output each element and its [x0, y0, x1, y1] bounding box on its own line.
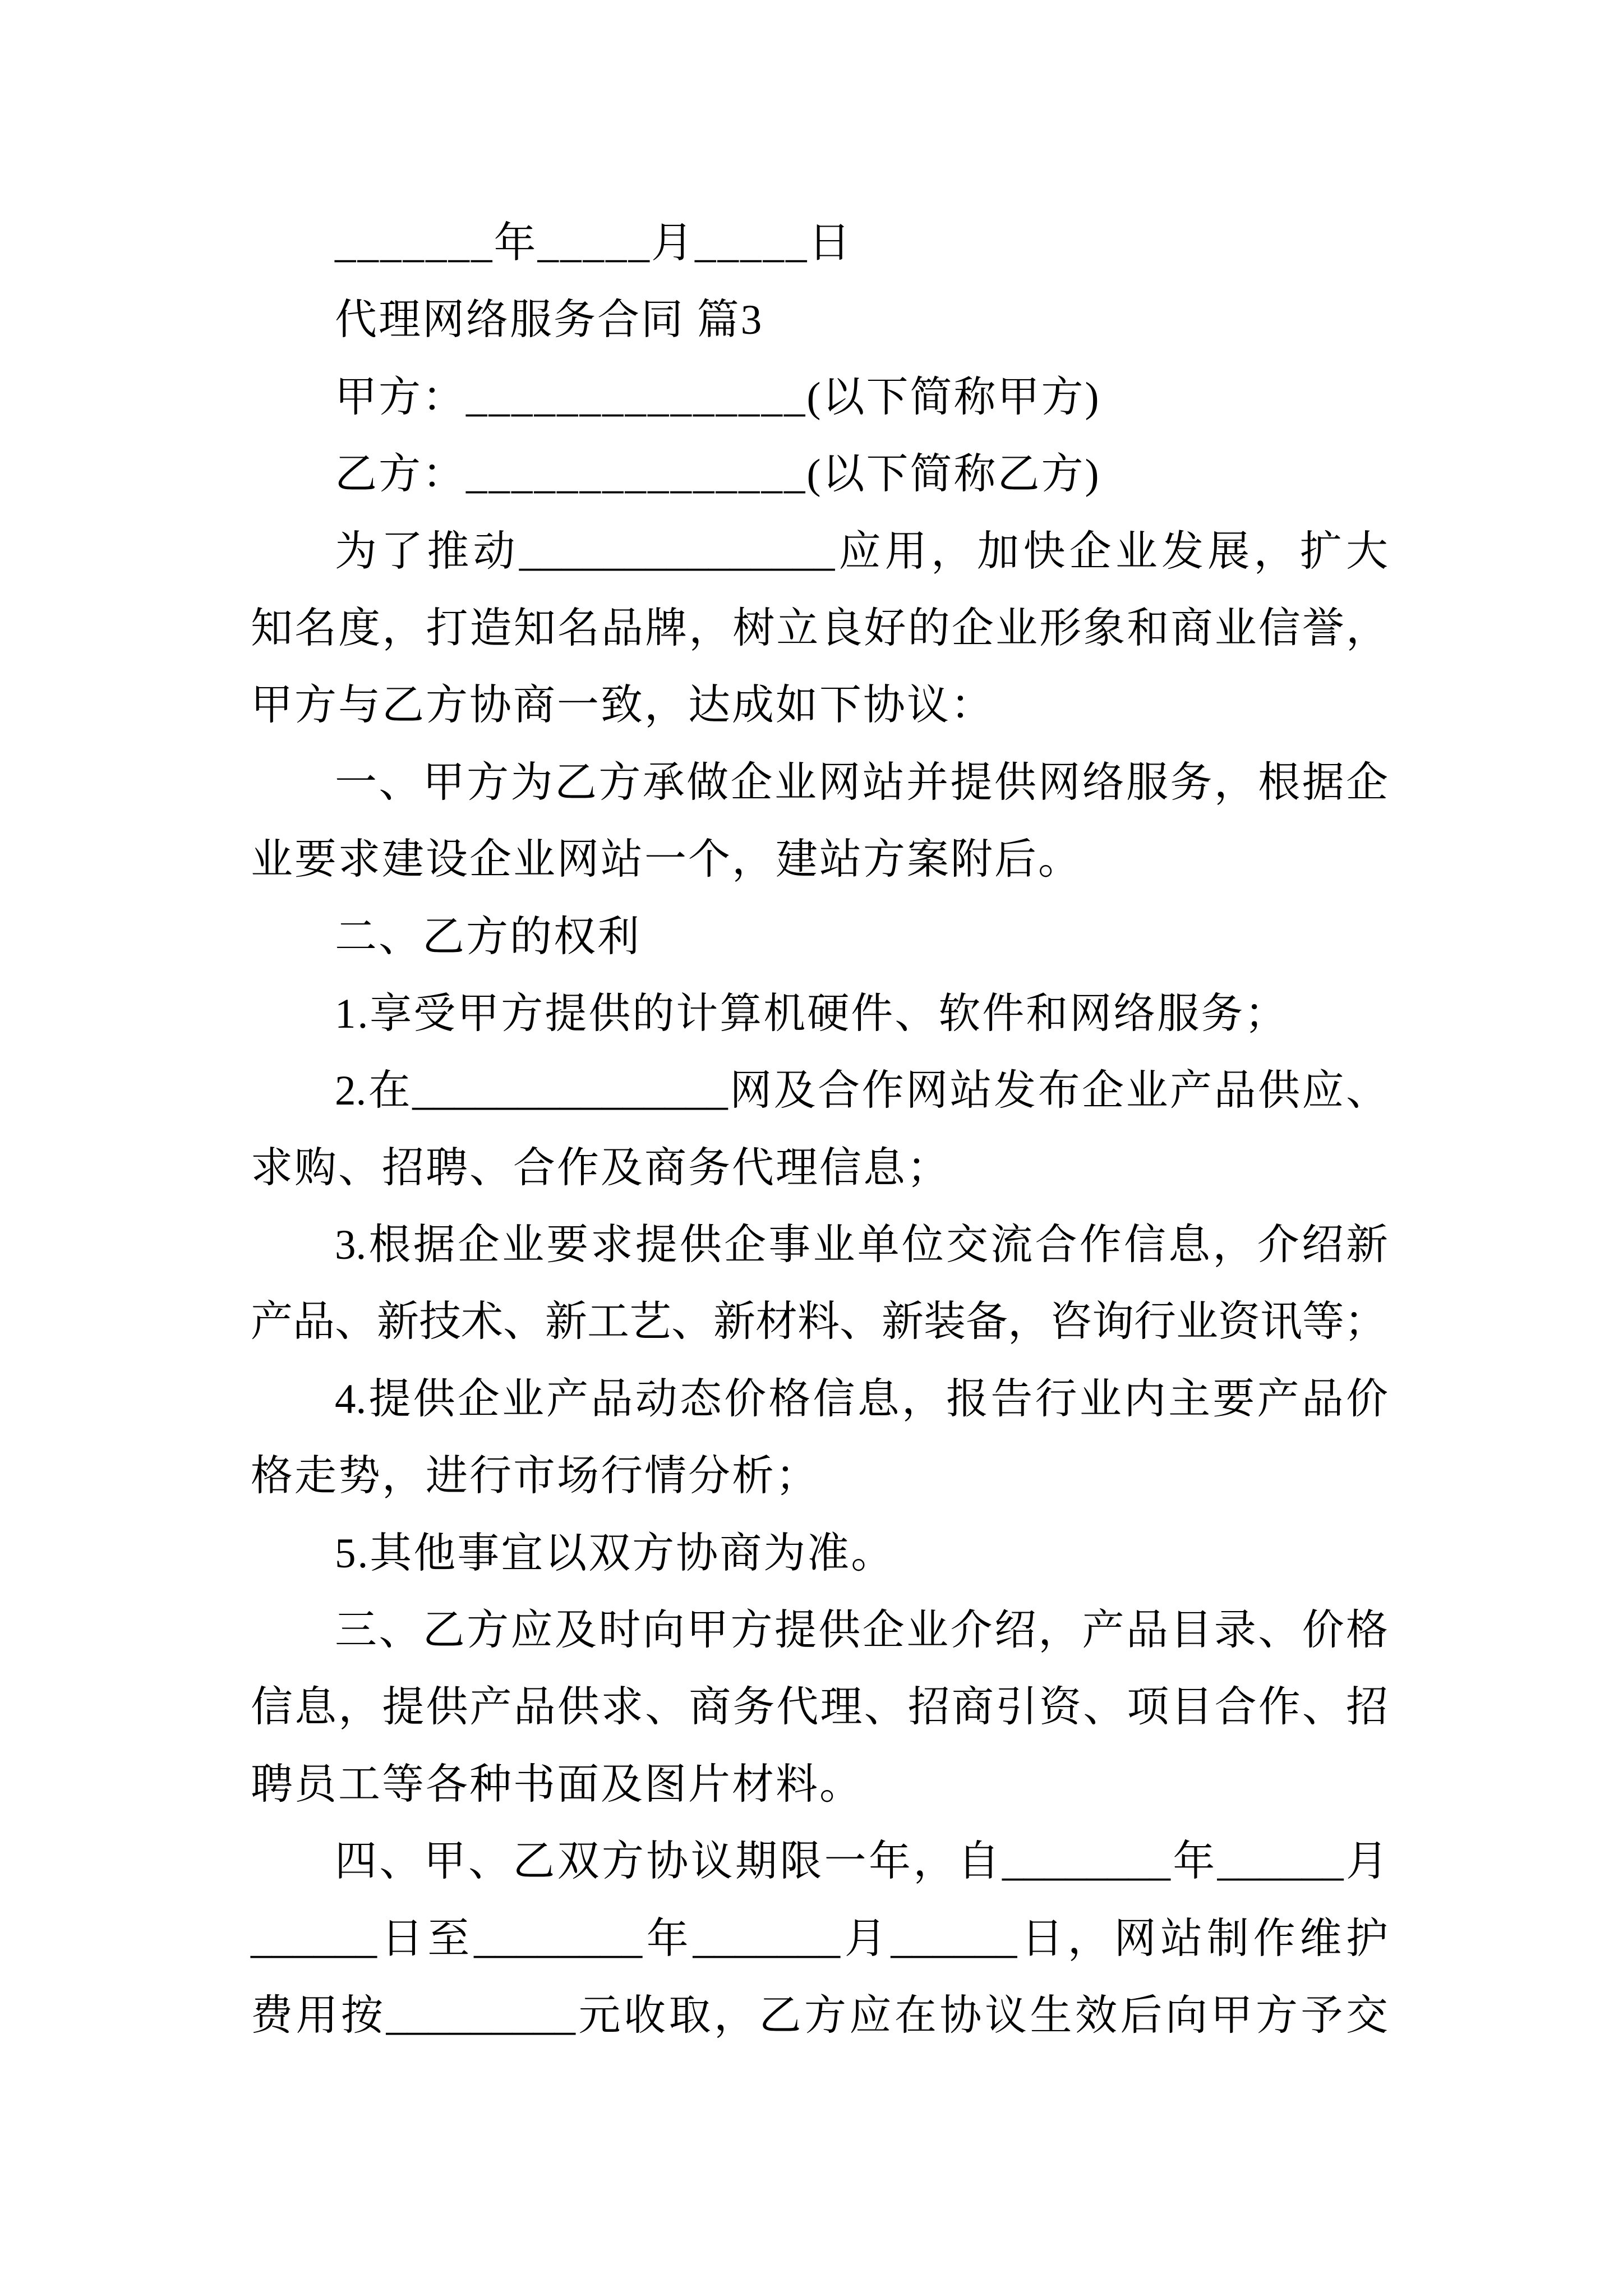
right-item-4-line: 4.提供企业产品动态价格信息，报告行业内主要产品价 [335, 1375, 1388, 1423]
clause-2-heading-line: 二、乙方的权利 [335, 913, 642, 960]
clause-3-line: 聘员工等各种书面及图片材料。 [251, 1761, 864, 1808]
clause-3 [251, 1592, 1388, 1823]
right-item-2 [251, 1052, 1388, 1207]
right-item-2-line: 2.在_______________网及合作网站发布企业产品供应、 [335, 1068, 1388, 1115]
paragraph-preamble [251, 513, 1388, 744]
clause-1 [251, 744, 1388, 899]
clause-4-line: ______日至________年_______月______日，网站制作维护 [251, 1915, 1388, 1962]
party-a-line: 甲方：_______________(以下简称甲方) [335, 374, 1101, 421]
clause-3-line: 信息，提供产品供求、商务代理、招商引资、项目合作、招 [251, 1684, 1388, 1731]
clause-1-line: 业要求建设企业网站一个，建站方案附后。 [251, 836, 1082, 884]
contract-title: 代理网络服务合同 篇3 [335, 297, 764, 344]
clause-4-line: 四、甲、乙双方协议期限一年，自________年______月 [335, 1838, 1388, 1885]
clause-4 [251, 1823, 1388, 2054]
clause-2-heading [251, 899, 1388, 976]
right-item-5-line: 5.其他事宜以双方协商为准。 [335, 1530, 895, 1577]
right-item-3 [251, 1207, 1388, 1361]
right-item-3-line: 产品、新技术、新工艺、新材料、新装备，咨询行业资讯等； [251, 1299, 1387, 1346]
preamble-line: 甲方与乙方协商一致，达成如下协议： [251, 682, 995, 729]
clause-3-line: 三、乙方应及时向甲方提供企业介绍，产品目录、价格 [335, 1607, 1388, 1654]
right-item-1 [251, 976, 1388, 1052]
right-item-4-line: 格走势，进行市场行情分析； [251, 1453, 820, 1500]
signing-date-line: _______年_____月_____日 [335, 220, 852, 266]
document-body [251, 205, 1388, 2054]
right-item-3-line: 3.根据企业要求提供企事业单位交流合作信息，介绍新 [335, 1222, 1388, 1269]
clause-1-line: 一、甲方为乙方承做企业网站并提供网络服务，根据企 [335, 759, 1388, 806]
right-item-4 [251, 1361, 1388, 1515]
preamble-line: 为了推动_______________应用，加快企业发展，扩大 [335, 528, 1388, 575]
right-item-2-line: 求购、招聘、合作及商务代理信息； [251, 1144, 951, 1191]
clause-4-line: 费用按_________元收取，乙方应在协议生效后向甲方予交 [251, 1992, 1388, 2039]
right-item-1-line: 1.享受甲方提供的计算机硬件、软件和网络服务； [335, 990, 1289, 1037]
preamble-line: 知名度，打造知名品牌，树立良好的企业形象和商业信誉， [251, 605, 1388, 652]
right-item-5 [251, 1515, 1388, 1592]
party-b-line: 乙方：_______________(以下简称乙方) [335, 451, 1101, 498]
